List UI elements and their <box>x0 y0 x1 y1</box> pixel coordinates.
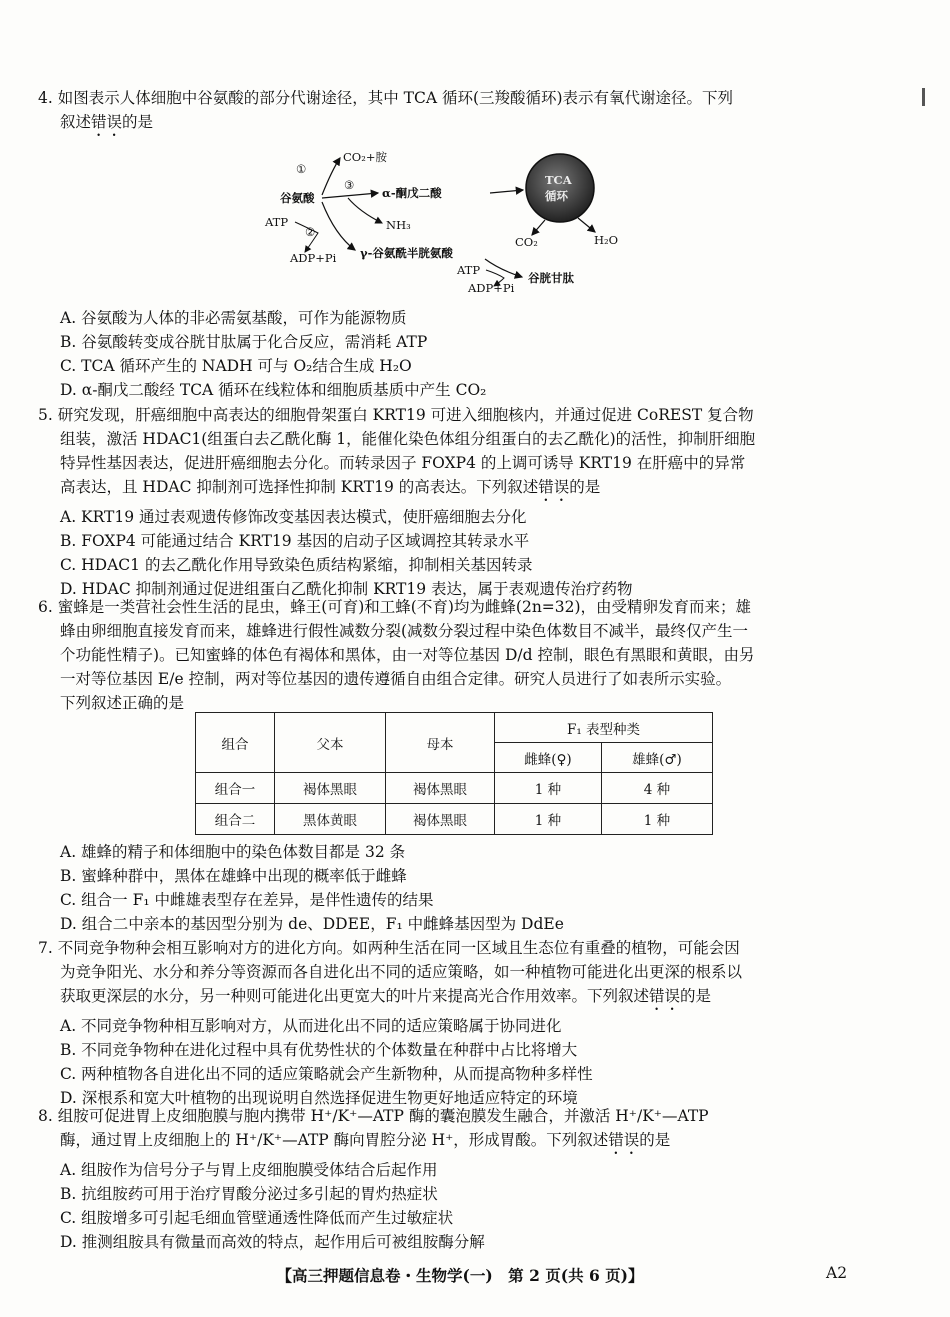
q7-line3a: 获取更深层的水分，另一种则可能进化出更宽大的叶片来提高光合作用效率。下列叙述 <box>60 987 650 1005</box>
q5-line1: 5. 研究发现，肝癌细胞中高表达的细胞骨架蛋白 KRT19 可进入细胞核内，并通过促进 CoREST 复合物 <box>38 406 754 424</box>
glutamate-label: 谷氨酸 <box>280 191 315 205</box>
question-8 <box>38 1104 910 1254</box>
adp-label-2: ADP+Pi <box>468 281 515 295</box>
step-1-label: ① <box>296 162 307 176</box>
table-row <box>196 773 713 804</box>
q4-options <box>38 306 910 402</box>
q7-option-b[interactable]: B. 不同竞争物种在进化过程中具有优势性状的个体数量在种群中占比将增大 <box>60 1041 578 1059</box>
q4-option-a[interactable]: A. 谷氨酸为人体的非必需氨基酸，可作为能源物质 <box>60 309 407 327</box>
table-row <box>196 804 713 835</box>
atp-label-2: ATP <box>457 263 481 277</box>
th-father: 父本 <box>275 713 386 773</box>
q4-stem-line2b: 的是 <box>122 113 154 131</box>
q6-line5: 下列叙述正确的是 <box>60 694 185 712</box>
glutamate-metabolism-diagram <box>260 140 640 300</box>
arrow-glu-ggc <box>322 202 355 250</box>
q7-option-d[interactable]: D. 深根系和宽大叶植物的出现说明自然选择促进生物更好地适应特定的环境 <box>60 1089 578 1107</box>
tca-label: TCA <box>545 173 572 187</box>
nh3-label: NH₃ <box>386 218 411 232</box>
q8-option-c[interactable]: C. 组胺增多可引起毛细血管壁通透性降低而产生过敏症状 <box>60 1209 454 1227</box>
step-3-label: ③ <box>344 178 355 192</box>
question-5 <box>38 403 910 601</box>
q5-stem <box>38 403 910 505</box>
co2-product-label: CO₂ <box>515 235 538 249</box>
cell-female: 1 种 <box>495 804 602 835</box>
cell-mother: 褐体黑眼 <box>386 773 495 804</box>
q5-option-d[interactable]: D. HDAC 抑制剂通过促进组蛋白乙酰化抑制 KRT19 表达，属于表观遗传治疗药物 <box>60 580 633 598</box>
q7-line2: 为竞争阳光、水分和养分等资源而各自进化出不同的适应策略，如一种植物可能进化出更深的根系以 <box>60 963 743 981</box>
th-group: 组合 <box>196 713 275 773</box>
adp-label-1: ADP+Pi <box>290 251 337 265</box>
q6-option-a[interactable]: A. 雄蜂的精子和体细胞中的染色体数目都是 32 条 <box>60 843 406 861</box>
q7-stem <box>38 936 910 1014</box>
arrow-akg-tca <box>490 190 523 193</box>
q5-option-a[interactable]: A. KRT19 通过表观遗传修饰改变基因表达模式，使肝癌细胞去分化 <box>60 508 527 526</box>
cell-father: 黑体黄眼 <box>275 804 386 835</box>
q6-stem <box>38 595 910 715</box>
q6-line3: 个功能性精子)。已知蜜蜂的体色有褐体和黑体，由一对等位基因 D/d 控制，眼色有黑眼和黄眼，由另 <box>60 646 755 664</box>
cell-male: 1 种 <box>602 804 713 835</box>
cell-male: 4 种 <box>602 773 713 804</box>
q5-line2: 组装，激活 HDAC1(组蛋白去乙酰化酶 1，能催化染色体组分组蛋白的去乙酰化)的活性，抑制肝细胞 <box>60 430 756 448</box>
q8-line2b: 的是 <box>639 1131 671 1149</box>
q8-stem <box>38 1104 910 1158</box>
q7-emphasis: 错误 <box>649 987 681 1005</box>
cell-father: 褐体黑眼 <box>275 773 386 804</box>
cell-female: 1 种 <box>495 773 602 804</box>
q5-emphasis: 错误 <box>538 478 570 496</box>
q7-option-c[interactable]: C. 两种植物各自进化出不同的适应策略就会产生新物种，从而提高物种多样性 <box>60 1065 593 1083</box>
cell-group: 组合二 <box>196 804 275 835</box>
q4-option-b[interactable]: B. 谷氨酸转变成谷胱甘肽属于化合反应，需消耗 ATP <box>60 333 428 351</box>
q4-option-c[interactable]: C. TCA 循环产生的 NADH 可与 O₂结合生成 H₂O <box>60 357 412 375</box>
q7-option-a[interactable]: A. 不同竞争物种相互影响对方，从而进化出不同的适应策略属于协同进化 <box>60 1017 562 1035</box>
q6-option-d[interactable]: D. 组合二中亲本的基因型分别为 de、DDEE，F₁ 中雌蜂基因型为 DdEe <box>60 915 564 933</box>
akg-label: α-酮戊二酸 <box>382 186 442 200</box>
page-footer <box>0 1264 950 1288</box>
q8-line1: 8. 组胺可促进胃上皮细胞膜与胞内携带 H⁺/K⁺—ATP 酶的囊泡膜发生融合，并激活 H⁺/K⁺—ATP <box>38 1107 709 1125</box>
tca-cycle-label: 循环 <box>545 189 568 203</box>
q6-option-c[interactable]: C. 组合一 F₁ 中雌雄表型存在差异，是伴性遗传的结果 <box>60 891 434 909</box>
q8-option-a[interactable]: A. 组胺作为信号分子与胃上皮细胞膜受体结合后起作用 <box>60 1161 438 1179</box>
th-mother: 母本 <box>386 713 495 773</box>
footer-title: 【高三押题信息卷・生物学(一) 第 2 页(共 6 页)】 <box>276 1266 644 1285</box>
th-male: 雄蜂(♂) <box>602 743 713 773</box>
q4-stem-line1: 4. 如图表示人体细胞中谷氨酸的部分代谢途径，其中 TCA 循环(三羧酸循环)表示有氧代谢途径。下列 <box>38 89 734 107</box>
question-6 <box>38 595 910 715</box>
q5-line4b: 的是 <box>569 478 601 496</box>
q8-line2a: 酶，通过胃上皮细胞上的 H⁺/K⁺—ATP 酶向胃腔分泌 H⁺，形成胃酸。下列叙述 <box>60 1131 609 1149</box>
page-edge-mark <box>922 88 925 106</box>
q7-line3b: 的是 <box>680 987 712 1005</box>
q6-experiment-table <box>195 712 713 835</box>
glutathione-label: 谷胱甘肽 <box>528 271 574 285</box>
step-2-label: ② <box>305 225 316 239</box>
question-4 <box>38 86 910 140</box>
arrow-glu-akg <box>322 193 378 198</box>
q4-stem-line2a: 叙述 <box>60 113 92 131</box>
cell-group: 组合一 <box>196 773 275 804</box>
q4-option-d[interactable]: D. α-酮戊二酸经 TCA 循环在线粒体和细胞质基质中产生 CO₂ <box>60 381 487 399</box>
h2o-product-label: H₂O <box>594 233 619 247</box>
co2-amine-label: CO₂+胺 <box>343 150 387 164</box>
q5-option-c[interactable]: C. HDAC1 的去乙酰化作用导致染色质结构紧缩，抑制相关基因转录 <box>60 556 533 574</box>
cell-mother: 褐体黑眼 <box>386 804 495 835</box>
arrow-ggc-gsh <box>485 259 522 277</box>
q7-line1: 7. 不同竞争物种会相互影响对方的进化方向。如两种生活在同一区域且生态位有重叠的植物，可能会因 <box>38 939 740 957</box>
q5-option-b[interactable]: B. FOXP4 可能通过结合 KRT19 基因的启动子区域调控其转录水平 <box>60 532 530 550</box>
q5-line4a: 高表达，且 HDAC 抑制剂可选择性抑制 KRT19 的高表达。下列叙述 <box>60 478 539 496</box>
atp-label-1: ATP <box>265 215 289 229</box>
arrow-nh3 <box>348 198 382 223</box>
q6-line1: 6. 蜜蜂是一类营社会性生活的昆虫，蜂王(可育)和工蜂(不育)均为雌蜂(2n=32)，由受精卵发育而来；雄 <box>38 598 752 616</box>
q4-emphasis: 错误 <box>91 113 123 131</box>
paper-code: A2 <box>826 1264 848 1282</box>
q6-options <box>38 840 910 936</box>
q6-line2: 蜂由卵细胞直接发育而来，雄蜂进行假性减数分裂(减数分裂过程中染色体数目不减半，最终仅产生一 <box>60 622 749 640</box>
question-7 <box>38 936 910 1110</box>
q8-option-b[interactable]: B. 抗组胺药可用于治疗胃酸分泌过多引起的胃灼热症状 <box>60 1185 438 1203</box>
arrow-glu-co2 <box>322 158 340 195</box>
q6-line4: 一对等位基因 E/e 控制，两对等位基因的遗传遵循自由组合定律。研究人员进行了如表所示实验。 <box>60 670 732 688</box>
tca-cycle-circle <box>526 154 594 222</box>
q8-option-d[interactable]: D. 推测组胺具有微量而高效的特点，起作用后可被组胺酶分解 <box>60 1233 485 1251</box>
arrow-tca-co2 <box>532 220 545 235</box>
q4-stem <box>38 86 910 140</box>
th-female: 雌蜂(♀) <box>495 743 602 773</box>
q8-emphasis: 错误 <box>608 1131 640 1149</box>
arrow-tca-h2o <box>578 218 595 232</box>
th-f1: F₁ 表型种类 <box>495 713 713 743</box>
q6-option-b[interactable]: B. 蜜蜂种群中，黑体在雄蜂中出现的概率低于雌蜂 <box>60 867 407 885</box>
q5-line3: 特异性基因表达，促进肝癌细胞去分化。而转录因子 FOXP4 的上调可诱导 KRT19 在肝癌中的异常 <box>60 454 746 472</box>
ggc-label: γ-谷氨酰半胱氨酸 <box>360 246 453 260</box>
